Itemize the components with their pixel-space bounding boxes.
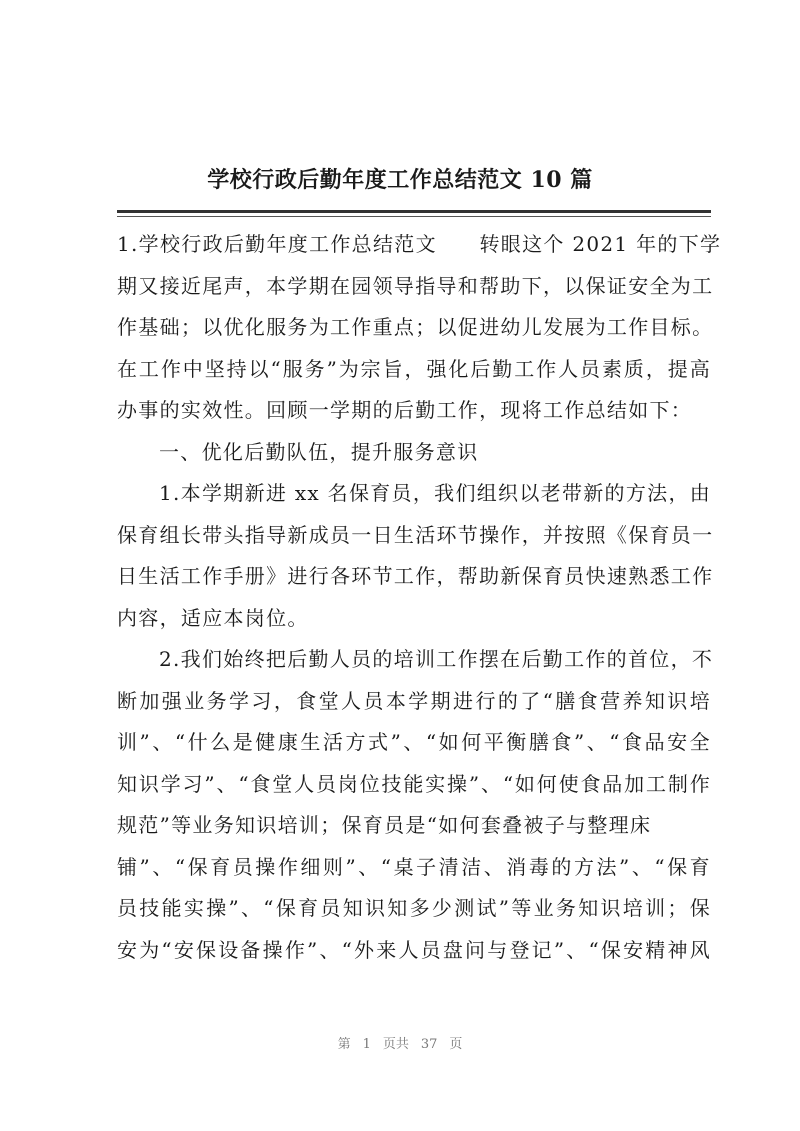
document-title: 学校行政后勤年度工作总结范文 10 篇	[207, 167, 593, 193]
footer-label-middle: 页共	[382, 1037, 409, 1052]
document-body	[117, 224, 722, 971]
footer-current-page: 1	[362, 1037, 371, 1052]
text-line: 员技能实操”、“保育员知识知多少测试”等业务知识培训；保	[117, 896, 711, 920]
text-line: 在工作中坚持以“服务”为宗旨，强化后勤工作人员素质，提高	[117, 356, 711, 381]
text-line: 1.学校行政后勤年度工作总结范文 转眼这个 2021 年的下学	[117, 232, 722, 256]
text-line: 规范”等业务知识培训；保育员是“如何套叠被子与整理床	[117, 813, 652, 837]
text-line: 保育组长带头指导新成员一日生活环节操作，并按照《保育员一	[117, 522, 714, 547]
title-divider-thick	[117, 210, 711, 213]
text-line: 训”、“什么是健康生活方式”、“如何平衡膳食”、“食品安全	[117, 730, 711, 754]
footer-label-prefix: 第	[337, 1037, 351, 1052]
text-line: 铺”、“保育员操作细则”、“桌子清洁、消毒的方法”、“保育	[117, 854, 711, 879]
title-divider-thin	[117, 216, 711, 217]
text-line: 期又接近尾声，本学期在园领导指导和帮助下，以保证安全为工	[117, 273, 714, 298]
page-footer	[0, 1033, 800, 1052]
footer-total-pages: 37	[420, 1037, 438, 1052]
text-line: 2.我们始终把后勤人员的培训工作摆在后勤工作的首位，不	[159, 647, 714, 671]
text-line: 安为“安保设备操作”、“外来人员盘问与登记”、“保安精神风	[117, 937, 711, 962]
text-line: 日生活工作手册》进行各环节工作，帮助新保育员快速熟悉工作	[117, 564, 714, 588]
text-line: 一、优化后勤队伍，提升服务意识	[159, 439, 479, 464]
text-line: 办事的实效性。回顾一学期的后勤工作，现将工作总结如下：	[117, 398, 693, 422]
text-line: 断加强业务学习，食堂人员本学期进行的了“膳食营养知识培	[117, 688, 711, 713]
text-line: 作基础；以优化服务为工作重点；以促进幼儿发展为工作目标。	[117, 315, 714, 339]
footer-label-suffix: 页	[449, 1037, 463, 1052]
text-line: 知识学习”、“食堂人员岗位技能实操”、“如何使食品加工制作	[117, 771, 711, 796]
text-line: 内容，适应本岗位。	[117, 605, 309, 630]
text-line: 1.本学期新进 xx 名保育员，我们组织以老带新的方法，由	[159, 481, 712, 505]
